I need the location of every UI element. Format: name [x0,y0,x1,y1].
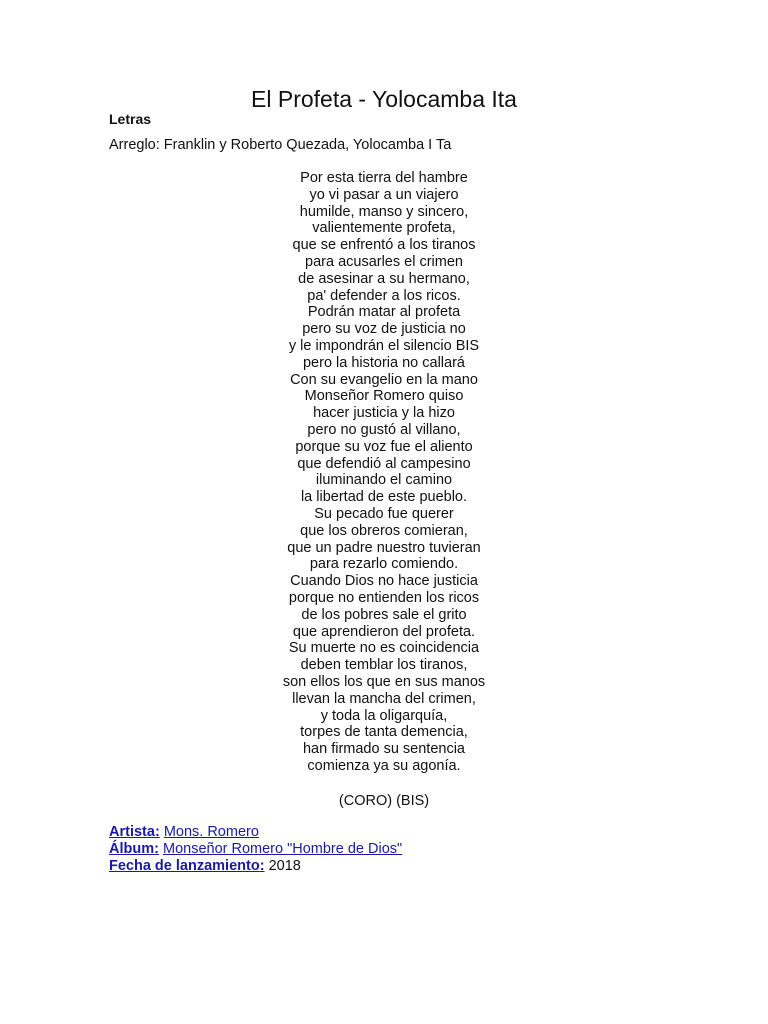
section-label-letras: Letras [109,111,152,127]
lyric-line: para acusarles el crimen [305,253,463,270]
lyric-line: son ellos los que en sus manos [282,673,486,690]
album-link[interactable]: Monseñor Romero "Hombre de Dios" [162,841,403,857]
lyric-line: que los obreros comieran, [300,522,468,539]
lyric-line: que un padre nuestro tuvieran [287,539,481,556]
lyric-line: pa' defender a los ricos. [307,287,461,304]
album-label[interactable]: Álbum [109,841,155,857]
artist-label[interactable]: Artista [109,824,155,840]
album-row [109,841,402,858]
lyric-line: porque no entienden los ricos [288,589,480,606]
artist-link[interactable]: Mons. Romero [163,824,259,840]
lyric-line: Podrán matar al profeta [307,304,461,321]
page-title: El Profeta - Yolocamba Ita [251,86,517,112]
lyric-line: de los pobres sale el grito [301,606,467,623]
song-metadata [109,824,402,875]
release-label[interactable]: Fecha de lanzamiento [109,858,260,874]
lyric-line: Por esta tierra del hambre [300,170,468,186]
chorus-note: (CORO) (BIS) [338,793,430,809]
lyrics-block [0,170,768,775]
lyric-line: que se enfrentó a los tiranos [292,237,476,254]
lyric-line: que defendió al campesino [297,455,471,472]
lyric-line: deben temblar los tiranos, [300,657,468,674]
artist-separator: : [154,824,160,840]
album-separator: : [154,841,159,857]
arrangement-credit: Arreglo: Franklin y Roberto Quezada, Yolocamba I Ta [109,137,452,153]
release-year: 2018 [268,858,301,874]
lyric-line: Con su evangelio en la mano [290,371,478,388]
lyric-line: para rezarlo comiendo. [309,556,459,573]
lyric-line: de asesinar a su hermano, [298,270,470,287]
lyric-line: humilde, manso y sincero, [299,203,469,220]
artist-row [109,824,402,841]
lyric-line: pero su voz de justicia no [302,321,466,338]
lyric-line: la libertad de este pueblo. [300,489,468,506]
lyric-line: valientemente profeta, [312,220,456,237]
lyric-line: llevan la mancha del crimen, [292,690,476,707]
lyric-line: porque su voz fue el aliento [295,438,473,455]
lyric-line: han firmado su sentencia [302,741,465,758]
release-row [109,858,402,875]
lyric-line: y toda la oligarquía, [320,707,448,724]
lyric-line: torpes de tanta demencia, [300,724,468,741]
lyric-line: Monseñor Romero quiso [304,388,464,405]
lyric-line: pero la historia no callará [302,354,465,371]
lyric-line: hacer justicia y la hizo [313,405,455,422]
release-separator: : [259,858,265,874]
lyric-line: comienza ya su agonía. [307,757,461,774]
lyric-line: Su muerte no es coincidencia [288,640,480,657]
lyric-line: Cuando Dios no hace justicia [290,573,478,590]
lyric-line: iluminando el camino [315,472,453,489]
lyric-line: que aprendieron del profeta. [292,623,476,640]
lyric-line: pero no gustó al villano, [307,421,461,438]
lyric-line: yo vi pasar a un viajero [309,186,459,203]
lyric-line: y le impondrán el silencio BIS [288,337,480,354]
lyric-line: Su pecado fue querer [314,505,454,522]
